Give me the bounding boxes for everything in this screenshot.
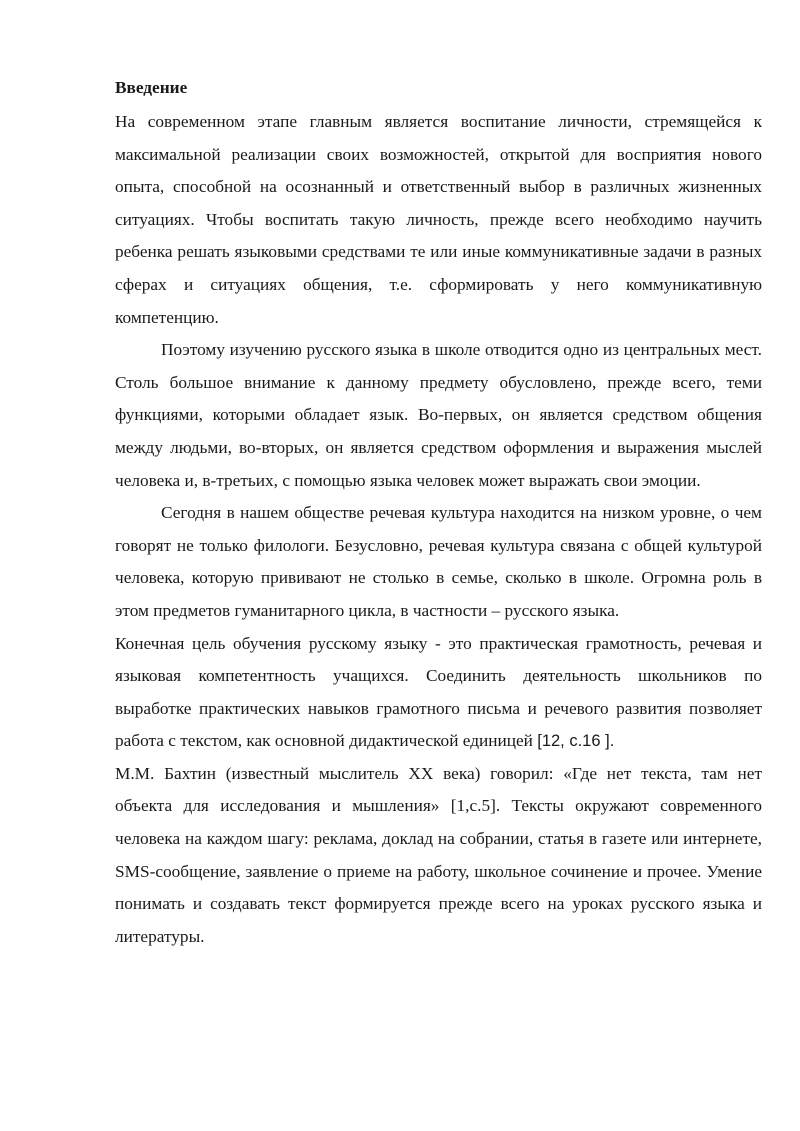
paragraph-4-text: Конечная цель обучения русскому языку - это практическая грамотность, речевая и языковая компетентность учащихся. Соединить деятельность школьников по выработке практических навыков грамотного письма и речевого развития позволяет работа с текстом, как основной дидактической единицей <box>115 633 762 751</box>
citation-reference: [12, с.16 ]. <box>537 732 615 751</box>
paragraph-5: М.М. Бахтин (известный мыслитель XX века) говорил: «Где нет текста, там нет объекта для исследования и мышления» [1,с.5]. Тексты окружают современного человека на каждом шагу: реклама, доклад на собрании, статья в газете или интернете, SMS-сообщение, заявление о приеме на работу, школьное сочинение и прочее. Умение понимать и создавать текст формируется прежде всего на уроках русского языка и литературы. <box>115 763 762 946</box>
section-heading: Введение <box>115 78 188 97</box>
paragraph-3: Сегодня в нашем обществе речевая культура находится на низком уровне, о чем говорят не только филологи. Безусловно, речевая культура связана с общей культурой человека, которую прививают не столько в семье, сколько в школе. Огромна роль в этом предметов гуманитарного цикла, в частности – русского языка. <box>115 503 762 620</box>
document-page <box>115 74 762 953</box>
paragraph-4 <box>115 628 762 758</box>
paragraph-1: На современном этапе главным является воспитание личности, стремящейся к максимальной реализации своих возможностей, открытой для восприятия нового опыта, способной на осознанный и ответственный выбор в различных жизненных ситуациях. Чтобы воспитать такую личность, прежде всего необходимо научить ребенка решать языковыми средствами те или иные коммуникативные задачи в разных сферах и ситуациях общения, т.е. сформировать у него коммуникативную компетенцию. <box>115 112 762 327</box>
paragraph-2: Поэтому изучению русского языка в школе отводится одно из центральных мест. Столь большое внимание к данному предмету обусловлено, прежде всего, теми функциями, которыми обладает язык. Во-первых, он является средством общения между людьми, во-вторых, он является средством оформления и выражения мыслей человека и, в-третьих, с помощью языка человек может выражать свои эмоции. <box>115 340 762 490</box>
